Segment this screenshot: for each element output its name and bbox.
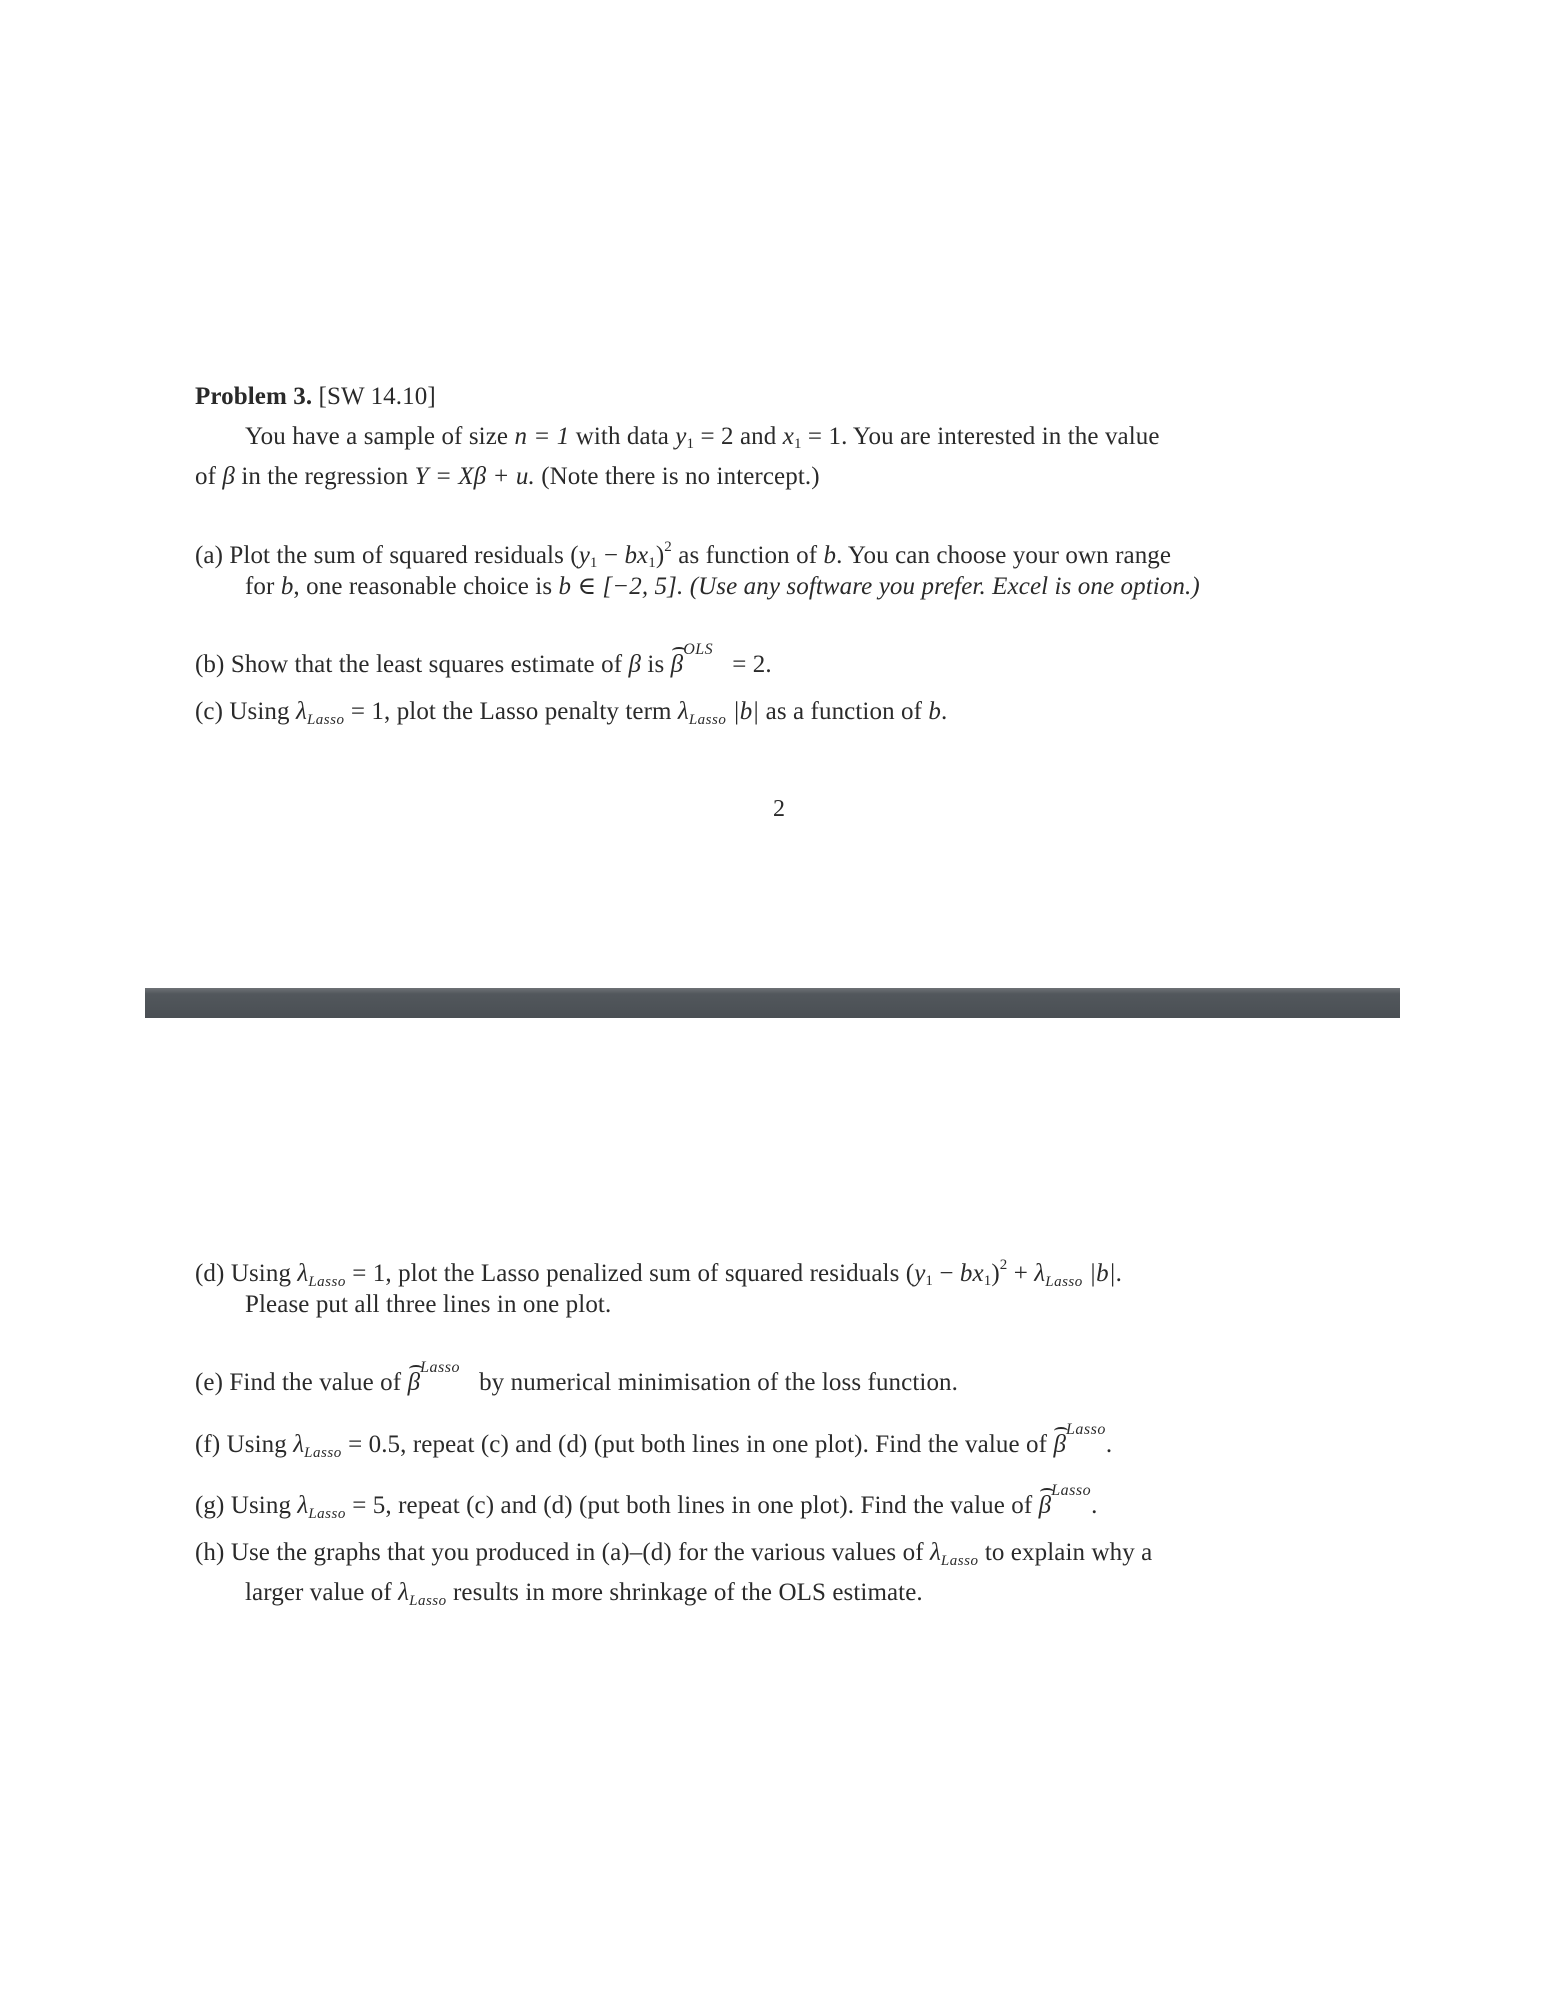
page-separator xyxy=(145,988,1400,1018)
part-a-text: for xyxy=(245,573,275,600)
subscript: 1 xyxy=(793,436,802,452)
intro-text: You have a sample of size xyxy=(245,423,509,450)
y-symbol: y xyxy=(675,423,687,450)
sse-expression: $(y_1 - bx_1)^2$ xyxy=(570,539,672,571)
intro-text: in the regression xyxy=(241,463,409,490)
intro-text: (Note there is no intercept.) xyxy=(541,463,820,490)
lasso-superscript: Lasso xyxy=(1051,1482,1092,1499)
part-c-line: (c) Using $\lambda_{Lasso} = 1$, plot the Lasso penalty term $\lambda_{Lasso}$ |b| as a function of b. xyxy=(195,698,948,728)
lambda-symbol: λ xyxy=(297,1492,309,1519)
problem-source: [SW 14.10] xyxy=(318,383,436,410)
part-a-line-2: for b, one reasonable choice is b ∈ [−2, 5]. (Use any software you prefer. Excel is one option.) xyxy=(245,573,1200,600)
lambda-value: = 1, xyxy=(350,698,391,725)
part-d-text: plot the Lasso penalized sum of squared residuals xyxy=(398,1260,900,1287)
x-symbol: x xyxy=(782,423,794,450)
part-h-text: to explain why a xyxy=(984,1539,1153,1566)
part-c-label: (c) xyxy=(195,698,224,725)
part-b-label: (b) xyxy=(195,651,225,678)
part-b-text: Show that the least squares estimate of xyxy=(230,651,623,678)
lambda-symbol: λ xyxy=(293,1431,305,1458)
beta-hat-symbol: β xyxy=(671,645,684,685)
lasso-subscript: Lasso xyxy=(688,712,727,728)
part-a-text: You can choose your own range xyxy=(847,542,1172,569)
part-e-label: (e) xyxy=(195,1369,224,1396)
x1-value: = 1. xyxy=(807,423,848,450)
page-top xyxy=(0,0,1545,988)
part-h-text: Use the graphs that you produced in (a)–(d) for the various values of xyxy=(230,1539,924,1566)
part-h-line-2 xyxy=(245,1573,923,1621)
intro-text: You are interested in the value xyxy=(852,423,1160,450)
part-g-text: repeat (c) and (d) (put both lines in one plot). Find the value of xyxy=(398,1492,1033,1519)
intro-line-2 xyxy=(195,457,820,497)
ols-value: = 2. xyxy=(732,651,772,678)
part-e-text: by numerical minimisation of the loss function. xyxy=(479,1369,958,1396)
subscript: 1 xyxy=(686,436,695,452)
part-h-text: larger value of xyxy=(245,1579,392,1606)
problem-heading: Problem 3. xyxy=(195,383,313,410)
page-bottom xyxy=(0,1018,1545,2000)
part-c-text: as a function of xyxy=(765,698,923,725)
part-h-label: (h) xyxy=(195,1539,225,1566)
beta-hat-symbol: β xyxy=(408,1363,421,1403)
part-a-text: as function of xyxy=(678,542,818,569)
ols-superscript: OLS xyxy=(683,641,714,658)
part-f-text: repeat (c) and (d) (put both lines in one plot). Find the value of xyxy=(412,1431,1048,1458)
b-range: b ∈ [−2, 5]. xyxy=(558,573,684,600)
beta-hat-symbol: β xyxy=(1053,1425,1066,1465)
beta-hat-symbol: β xyxy=(1039,1486,1052,1526)
lambda-symbol: λ xyxy=(929,1539,941,1566)
lambda-symbol: λ xyxy=(297,1260,309,1287)
n-expression: n = 1 xyxy=(514,423,570,450)
lambda-symbol: λ xyxy=(677,698,689,725)
lambda-symbol: λ xyxy=(296,698,307,725)
part-h-text: results in more shrinkage of the OLS estimate. xyxy=(453,1579,923,1606)
y1-value: = 2 xyxy=(700,423,734,450)
part-g-text: Using xyxy=(230,1492,292,1519)
part-e-text: Find the value of xyxy=(229,1369,402,1396)
lambda-value: = 1, xyxy=(352,1260,392,1287)
part-f-text: Using xyxy=(226,1431,287,1458)
part-c-text: Using xyxy=(229,698,290,725)
intro-text: and xyxy=(739,423,777,450)
abs-b: |b| xyxy=(732,698,760,725)
lasso-subscript: Lasso xyxy=(308,1506,346,1522)
lasso-superscript: Lasso xyxy=(420,1359,460,1376)
part-c-text: plot the Lasso penalty term xyxy=(396,698,672,725)
problem-heading-line xyxy=(195,377,436,417)
lasso-subscript: Lasso xyxy=(409,1593,447,1609)
part-e-line xyxy=(195,1348,958,1403)
lasso-subscript: Lasso xyxy=(940,1553,979,1569)
part-d-line-2 xyxy=(245,1285,611,1325)
part-a-line-1: (a) Plot the sum of squared residuals $(y_1 - bx_1)^2$ as function of b. You can choose your own range xyxy=(195,539,1172,571)
part-a-label: (a) xyxy=(195,542,224,569)
part-b-text: is xyxy=(647,651,665,678)
beta-symbol: β xyxy=(628,651,642,678)
part-d-text: Using xyxy=(230,1260,292,1287)
part-a-text: one reasonable choice is xyxy=(306,573,553,600)
lasso-superscript: Lasso xyxy=(1066,1421,1106,1438)
b-symbol: b xyxy=(280,573,294,600)
lasso-subscript: Lasso xyxy=(306,712,345,728)
penalized-expression: $(y_1 - bx_1)^2 + \lambda_{Lasso}$ |b|. xyxy=(905,1257,1123,1290)
part-d-text: Please put all three lines in one plot. xyxy=(245,1291,612,1318)
part-a-note: (Use any software you prefer. Excel is one option.) xyxy=(689,573,1200,600)
lambda-value: = 0.5, xyxy=(348,1431,407,1458)
b-symbol: b xyxy=(823,542,837,569)
lambda-value: = 5, xyxy=(352,1492,392,1519)
beta-symbol: β xyxy=(222,463,235,490)
page-number: 2 xyxy=(773,796,785,822)
lasso-subscript: Lasso xyxy=(304,1445,342,1461)
lambda-symbol: λ xyxy=(398,1579,410,1606)
part-f-label: (f) xyxy=(195,1431,221,1458)
intro-text: with data xyxy=(575,423,669,450)
intro-text: of xyxy=(195,463,217,490)
lasso-subscript: Lasso xyxy=(308,1274,346,1290)
part-g-line: (g) Using $\lambda_{Lasso} = 5$, repeat (c) and (d) (put both lines in one plot). Find the value of $\beta^{Lasso}$. xyxy=(195,1471,1097,1534)
part-a-text: Plot the sum of squared residuals xyxy=(229,542,564,569)
part-g-label: (g) xyxy=(195,1492,225,1519)
part-b-line xyxy=(195,630,772,685)
part-d-label: (d) xyxy=(195,1260,225,1287)
regression-expression: Y = Xβ + u. xyxy=(414,463,535,490)
b-symbol: b xyxy=(928,698,942,725)
part-f-line: (f) Using $\lambda_{Lasso} = 0.5$, repeat (c) and (d) (put both lines in one plot). Find the value of $\beta^{Lasso}$. xyxy=(195,1410,1112,1473)
